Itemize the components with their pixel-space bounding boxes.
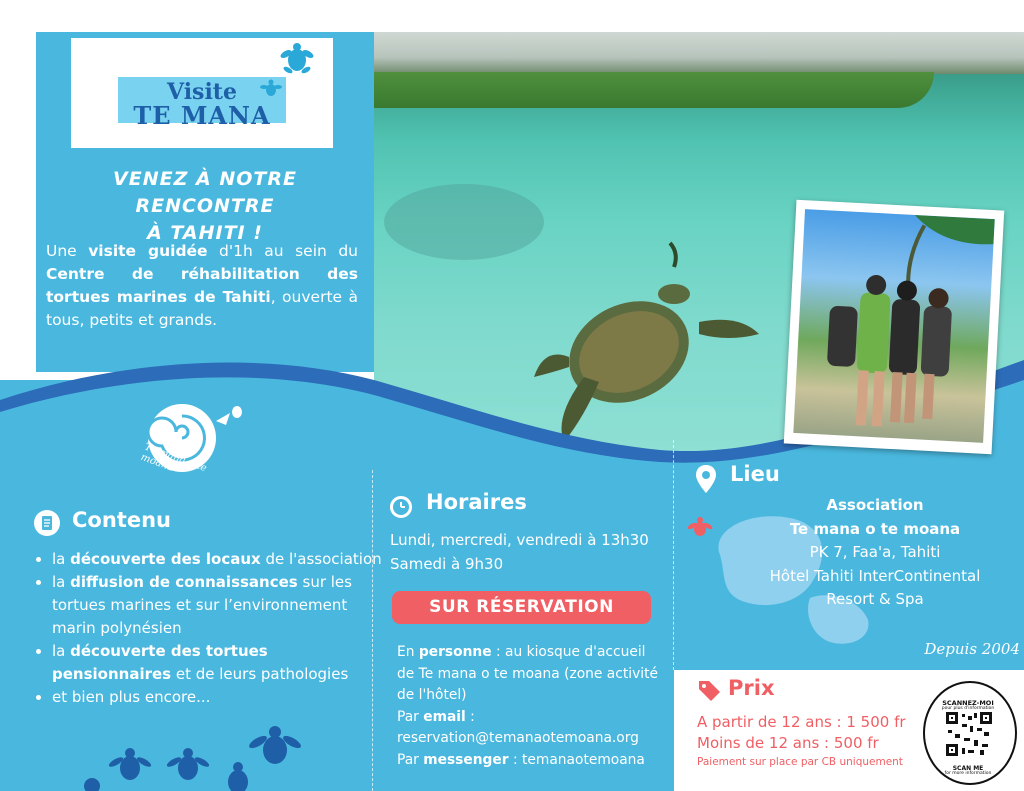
list-item-bold: découverte des tortues pensionnaires bbox=[52, 642, 268, 683]
booking-text: Par bbox=[397, 751, 424, 768]
list-item bbox=[52, 686, 388, 709]
headline-line1: VENEZ À NOTRE RENCONTRE bbox=[113, 168, 297, 217]
intro-text-part: d'1h au sein du bbox=[207, 242, 358, 260]
turtles-decoration bbox=[80, 720, 310, 791]
logo-line-temana: TE MANA bbox=[133, 101, 271, 130]
clock-icon bbox=[390, 496, 412, 518]
booking-email[interactable]: reservation@temanaotemoana.org bbox=[397, 730, 639, 746]
turtle-icon bbox=[278, 42, 316, 76]
since-label: Depuis 2004 bbox=[924, 640, 1020, 658]
booking-text: : temanaotemoana bbox=[508, 751, 645, 768]
horaires-schedule bbox=[390, 528, 670, 576]
headline bbox=[40, 166, 370, 247]
logo-line-visite: Visite bbox=[167, 79, 237, 105]
list-item-text: sur les tortues marines et sur l’environnement marin polynésien bbox=[52, 573, 352, 637]
booking-bold: messenger bbox=[423, 751, 509, 768]
booking-bold: personne bbox=[418, 644, 492, 660]
qr-caption-bottom: SCAN ME bbox=[952, 765, 984, 772]
price-tag-icon bbox=[697, 679, 721, 701]
address-line: PK 7, Faa'a, Tahiti bbox=[809, 543, 941, 561]
headline-line2: À TAHITI ! bbox=[147, 222, 263, 244]
list-item-text: la bbox=[52, 642, 71, 660]
booking-text: : bbox=[465, 708, 475, 725]
document-glyph bbox=[34, 510, 60, 536]
list-item-text: la bbox=[52, 573, 71, 591]
reservation-button[interactable]: SUR RÉSERVATION bbox=[392, 591, 651, 624]
booking-text: : au kiosque d'accueil de Te mana o te moana (zone activité de l'hôtel) bbox=[397, 644, 658, 703]
visitors-illustration bbox=[793, 209, 994, 443]
list-item-text: et de leurs pathologies bbox=[171, 665, 349, 683]
association-name: Te mana o te moana bbox=[789, 519, 961, 538]
column-divider bbox=[673, 440, 674, 670]
intro-text-part: , ouverte à tous, petits et grands. bbox=[46, 288, 358, 329]
group-photo bbox=[784, 200, 1004, 455]
logo-title bbox=[118, 77, 286, 130]
intro-text-part: Une bbox=[46, 242, 89, 260]
address-line: Hôtel Tahiti InterContinental bbox=[769, 566, 981, 585]
schedule-line: Samedi à 9h30 bbox=[390, 555, 504, 573]
price-child: Moins de 12 ans : 500 fr bbox=[697, 734, 879, 752]
list-item-text: de l'association bbox=[260, 550, 382, 568]
booking-text: Par bbox=[397, 708, 424, 725]
list-item bbox=[52, 548, 388, 571]
list-item bbox=[52, 640, 388, 686]
booking-bold: email bbox=[423, 708, 466, 725]
horaires-title: Horaires bbox=[426, 490, 527, 514]
list-item-bold: découverte des locaux bbox=[70, 550, 261, 568]
payment-note: Paiement sur place par CB uniquement bbox=[697, 756, 903, 768]
intro-text bbox=[46, 240, 358, 332]
booking-email-label bbox=[397, 707, 667, 729]
intro-text-bold: Centre de réhabilitation des tortues marines de Tahiti bbox=[46, 265, 358, 306]
intro-text-bold: visite guidée bbox=[88, 242, 208, 260]
schedule-line: Lundi, mercredi, vendredi à 13h30 bbox=[390, 531, 649, 549]
clock-hands bbox=[393, 499, 409, 515]
location-pin-icon bbox=[696, 465, 716, 493]
qr-caption-top-sub: pour plus d'information bbox=[941, 706, 995, 711]
list-item-text: la bbox=[52, 550, 71, 568]
booking-text: En bbox=[397, 644, 419, 660]
lieu-title: Lieu bbox=[730, 462, 780, 486]
list-item-text: et bien plus encore... bbox=[52, 688, 211, 706]
lieu-address bbox=[760, 494, 990, 612]
group-photo-image bbox=[793, 209, 994, 443]
booking-messenger bbox=[397, 750, 667, 772]
document-icon bbox=[34, 510, 60, 536]
qr-caption-bottom-sub: for more information bbox=[944, 771, 992, 776]
turtle-marker-icon bbox=[686, 515, 714, 541]
qr-caption-top: SCANNEZ-MOI bbox=[942, 699, 994, 707]
emblem-text: Te mana o te moana bbox=[139, 441, 209, 475]
address-line: Resort & Spa bbox=[826, 590, 924, 608]
turtle-icon bbox=[260, 79, 282, 99]
booking-info bbox=[397, 642, 667, 771]
prix-title: Prix bbox=[728, 676, 775, 700]
list-item bbox=[52, 571, 388, 640]
price-adult: A partir de 12 ans : 1 500 fr bbox=[697, 713, 906, 731]
contenu-title: Contenu bbox=[72, 508, 171, 532]
association-label: Association bbox=[826, 496, 924, 514]
contenu-list bbox=[28, 548, 388, 709]
booking-in-person bbox=[397, 642, 667, 707]
list-item-bold: diffusion de connaissances bbox=[70, 573, 298, 591]
